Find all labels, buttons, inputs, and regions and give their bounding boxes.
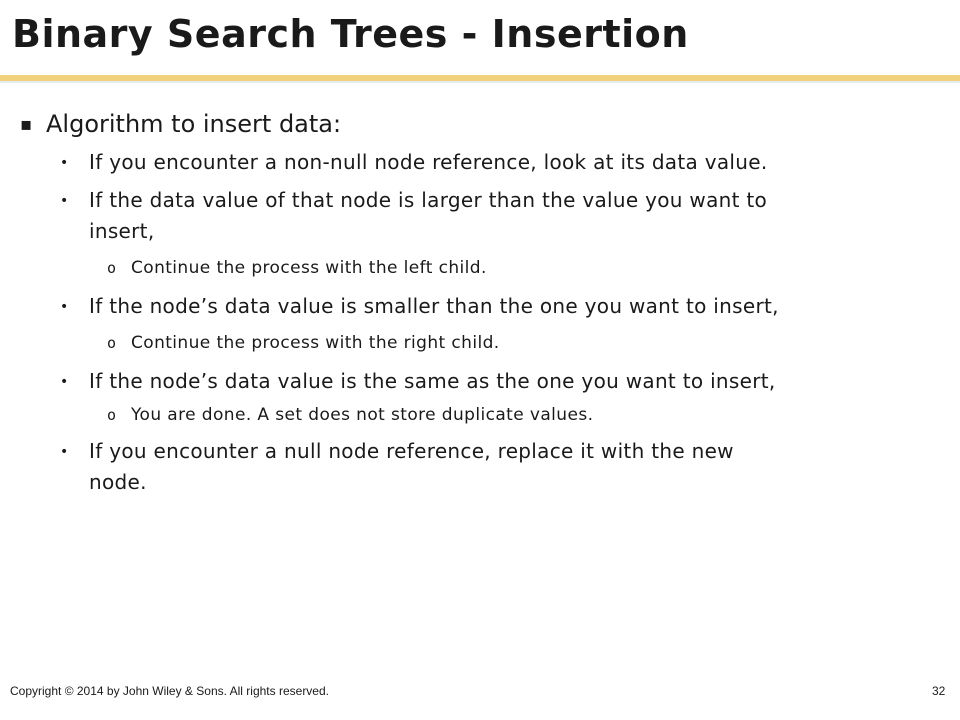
bullet-level2-text-continued: node. bbox=[89, 470, 147, 494]
circle-bullet-icon: o bbox=[107, 259, 117, 277]
bullet-level2-text: If the node’s data value is smaller than the one you want to insert, bbox=[89, 294, 779, 318]
circle-bullet-icon: o bbox=[107, 406, 117, 424]
bullet-level3-text: Continue the process with the right child. bbox=[131, 333, 500, 353]
round-bullet-icon: • bbox=[60, 193, 69, 209]
bullet-level2-text: If the data value of that node is larger than the value you want to bbox=[89, 188, 768, 212]
round-bullet-icon: • bbox=[60, 374, 69, 390]
square-bullet-icon: ▪ bbox=[20, 114, 33, 135]
circle-bullet-icon: o bbox=[107, 334, 117, 352]
bullet-level1-text: Algorithm to insert data: bbox=[46, 110, 342, 138]
bullet-level2-text-continued: insert, bbox=[89, 219, 155, 243]
copyright-footer: Copyright © 2014 by John Wiley & Sons. All rights reserved. bbox=[10, 684, 329, 698]
bullet-level2-text: If the node’s data value is the same as the one you want to insert, bbox=[89, 369, 776, 393]
page-number: 32 bbox=[932, 684, 946, 698]
round-bullet-icon: • bbox=[60, 444, 69, 460]
round-bullet-icon: • bbox=[60, 299, 69, 315]
title-underline-shadow bbox=[0, 81, 960, 83]
slide-title: Binary Search Trees - Insertion bbox=[12, 12, 689, 56]
round-bullet-icon: • bbox=[60, 155, 69, 171]
bullet-level3-text: You are done. A set does not store duplicate values. bbox=[131, 405, 594, 425]
bullet-level3-text: Continue the process with the left child. bbox=[131, 258, 487, 278]
bullet-level2-text: If you encounter a non-null node reference, look at its data value. bbox=[89, 150, 768, 174]
bullet-level2-text: If you encounter a null node reference, replace it with the new bbox=[89, 439, 734, 463]
